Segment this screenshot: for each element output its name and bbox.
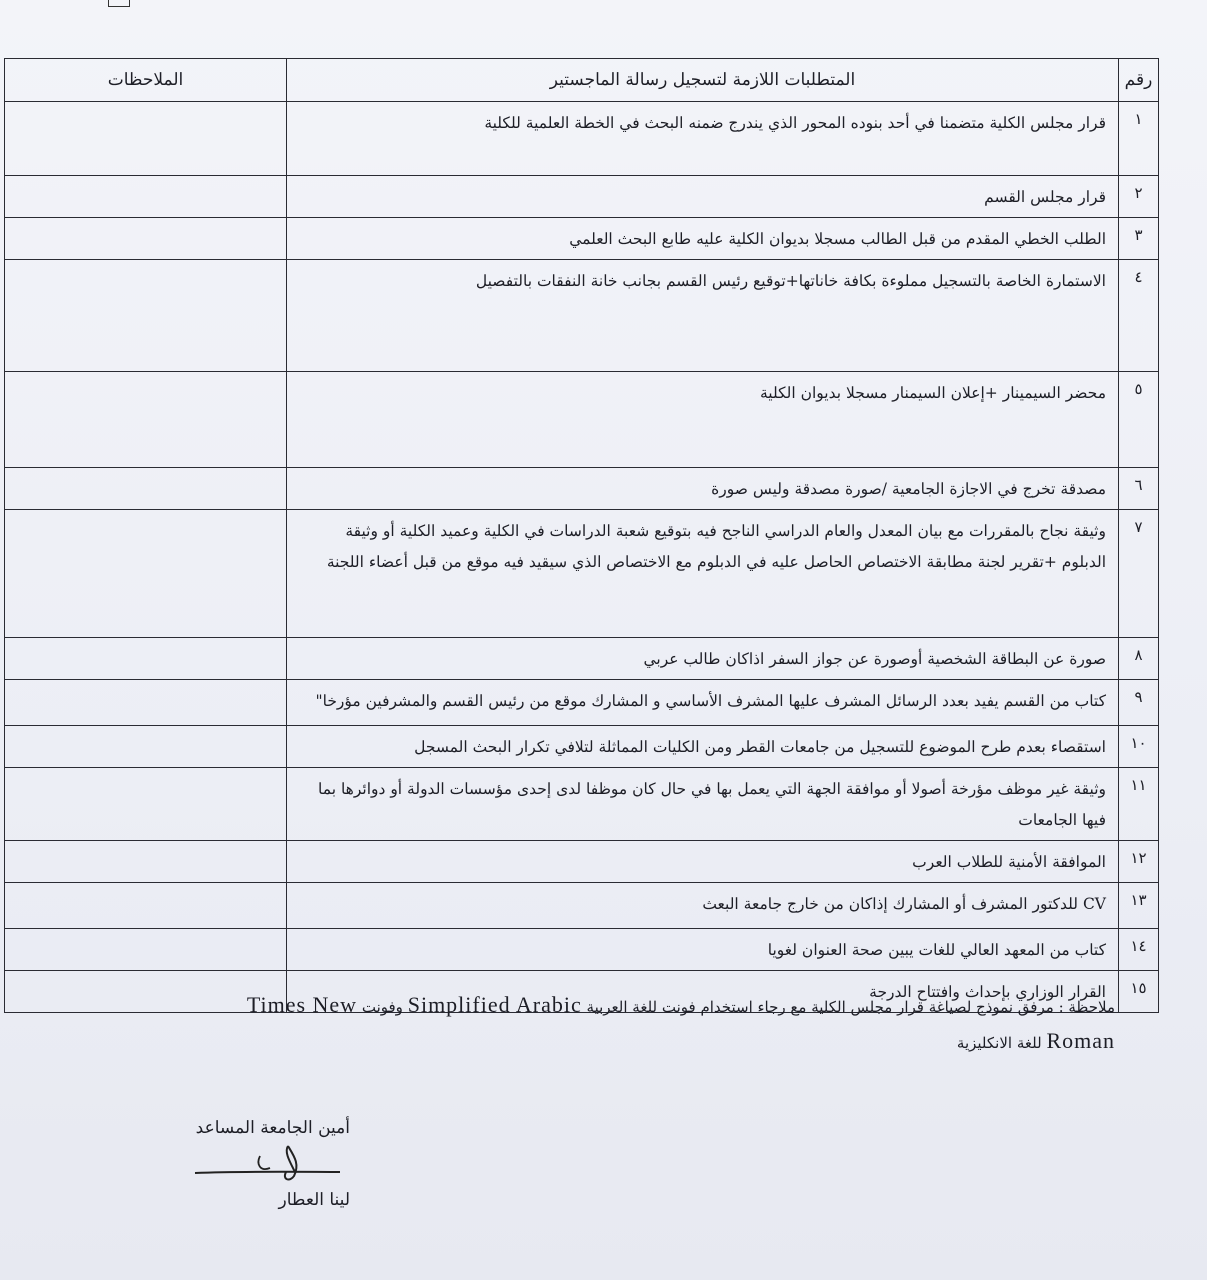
- requirement-text: قرار مجلس الكلية متضمنا في أحد بنوده المحور الذي يندرج ضمنه البحث في الخطة العلمية للكلية: [287, 102, 1119, 176]
- requirement-text: وثيقة غير موظف مؤرخة أصولا أو موافقة الجهة التي يعمل بها في حال كان موظفا لدى إحدى مؤسسات الدولة أو دوائرها بما فيها الجامعات: [287, 768, 1119, 841]
- row-number: ٥: [1119, 372, 1159, 468]
- requirement-text: الموافقة الأمنية للطلاب العرب: [287, 841, 1119, 883]
- row-number: ٢: [1119, 176, 1159, 218]
- table-row: [5, 929, 1159, 971]
- requirement-text: الاستمارة الخاصة بالتسجيل مملوءة بكافة خاناتها+توقيع رئيس القسم بجانب خانة النفقات بالتفصيل: [287, 260, 1119, 372]
- header-notes: الملاحظات: [5, 59, 287, 102]
- footnote-connector: وفونت: [361, 998, 403, 1016]
- requirement-text: قرار مجلس القسم: [287, 176, 1119, 218]
- footnote: [115, 988, 1115, 1060]
- footnote-font-en-2: Roman: [1046, 1028, 1115, 1053]
- requirement-text: مصدقة تخرج في الاجازة الجامعية /صورة مصدقة وليس صورة: [287, 468, 1119, 510]
- requirement-text: صورة عن البطاقة الشخصية أوصورة عن جواز السفر اذاكان طالب عربي: [287, 638, 1119, 680]
- header-requirements: المتطلبات اللازمة لتسجيل رسالة الماجستير: [287, 59, 1119, 102]
- row-number: ١٣: [1119, 883, 1159, 929]
- row-number: ٧: [1119, 510, 1159, 638]
- signatory-name: لينا العطار: [278, 1190, 350, 1210]
- signature-block: [170, 1118, 350, 1210]
- table-row: [5, 468, 1159, 510]
- notes-cell: [5, 176, 287, 218]
- notes-cell: [5, 218, 287, 260]
- table-header-row: [5, 59, 1159, 102]
- row-number: ٩: [1119, 680, 1159, 726]
- corner-mark: [108, 0, 130, 7]
- footnote-font-arabic: Simplified Arabic: [407, 992, 582, 1017]
- table-body: [5, 102, 1159, 1013]
- notes-cell: [5, 768, 287, 841]
- footnote-text-2: للغة الانكليزية: [956, 1034, 1042, 1052]
- requirement-text: الطلب الخطي المقدم من قبل الطالب مسجلا بديوان الكلية عليه طابع البحث العلمي: [287, 218, 1119, 260]
- requirement-text: كتاب من القسم يفيد بعدد الرسائل المشرف عليها المشرف الأساسي و المشارك موقع من رئيس القسم والمشرفين مؤرخا": [287, 680, 1119, 726]
- row-number: ١٤: [1119, 929, 1159, 971]
- notes-cell: [5, 726, 287, 768]
- notes-cell: [5, 883, 287, 929]
- table-row: [5, 372, 1159, 468]
- requirements-table: [4, 58, 1159, 1013]
- table-row: [5, 680, 1159, 726]
- table-row: [5, 841, 1159, 883]
- notes-cell: [5, 638, 287, 680]
- notes-cell: [5, 372, 287, 468]
- table-row: [5, 260, 1159, 372]
- notes-cell: [5, 260, 287, 372]
- footnote-font-en-1: Times New: [246, 992, 358, 1017]
- table-row: [5, 218, 1159, 260]
- row-number: ١٠: [1119, 726, 1159, 768]
- table-row: [5, 510, 1159, 638]
- footnote-label: ملاحظة :: [1058, 998, 1115, 1016]
- row-number: ١: [1119, 102, 1159, 176]
- requirement-text: CV للدكتور المشرف أو المشارك إذاكان من خارج جامعة البعث: [287, 883, 1119, 929]
- row-number: ١٥: [1119, 971, 1159, 1013]
- footnote-text-1: مرفق نموذج لصياغة قرار مجلس الكلية مع رجاء استخدام فونت للغة العربية: [586, 998, 1054, 1016]
- requirement-text: كتاب من المعهد العالي للغات يبين صحة العنوان لغويا: [287, 929, 1119, 971]
- table-row: [5, 883, 1159, 929]
- notes-cell: [5, 841, 287, 883]
- requirement-text: القرار الوزاري بإحداث وافتتاح الدرجة: [287, 971, 1119, 1013]
- signature-title: أمين الجامعة المساعد: [195, 1118, 350, 1138]
- header-number: رقم: [1119, 59, 1159, 102]
- notes-cell: [5, 510, 287, 638]
- handwritten-signature: [190, 1142, 350, 1188]
- requirement-text: وثيقة نجاح بالمقررات مع بيان المعدل والعام الدراسي الناجح فيه بتوقيع شعبة الدراسات في الكلية وعميد الكلية أو وثيقة الدبلوم +تقرير لجنة مطابقة الاختصاص الحاصل عليه في الدبلوم مع الاختصاص الذي سيقيد فيه موقع من قبل أعضاء اللجنة: [287, 510, 1119, 638]
- row-number: ٣: [1119, 218, 1159, 260]
- requirement-text: استقصاء بعدم طرح الموضوع للتسجيل من جامعات القطر ومن الكليات المماثلة لتلافي تكرار البحث المسجل: [287, 726, 1119, 768]
- row-number: ٨: [1119, 638, 1159, 680]
- table-row: [5, 726, 1159, 768]
- table-row: [5, 638, 1159, 680]
- notes-cell: [5, 680, 287, 726]
- row-number: ٦: [1119, 468, 1159, 510]
- row-number: ٤: [1119, 260, 1159, 372]
- table-row: [5, 176, 1159, 218]
- row-number: ١١: [1119, 768, 1159, 841]
- table-row: [5, 102, 1159, 176]
- notes-cell: [5, 102, 287, 176]
- row-number: ١٢: [1119, 841, 1159, 883]
- table-row: [5, 768, 1159, 841]
- requirement-text: محضر السيمينار +إعلان السيمنار مسجلا بديوان الكلية: [287, 372, 1119, 468]
- notes-cell: [5, 929, 287, 971]
- notes-cell: [5, 468, 287, 510]
